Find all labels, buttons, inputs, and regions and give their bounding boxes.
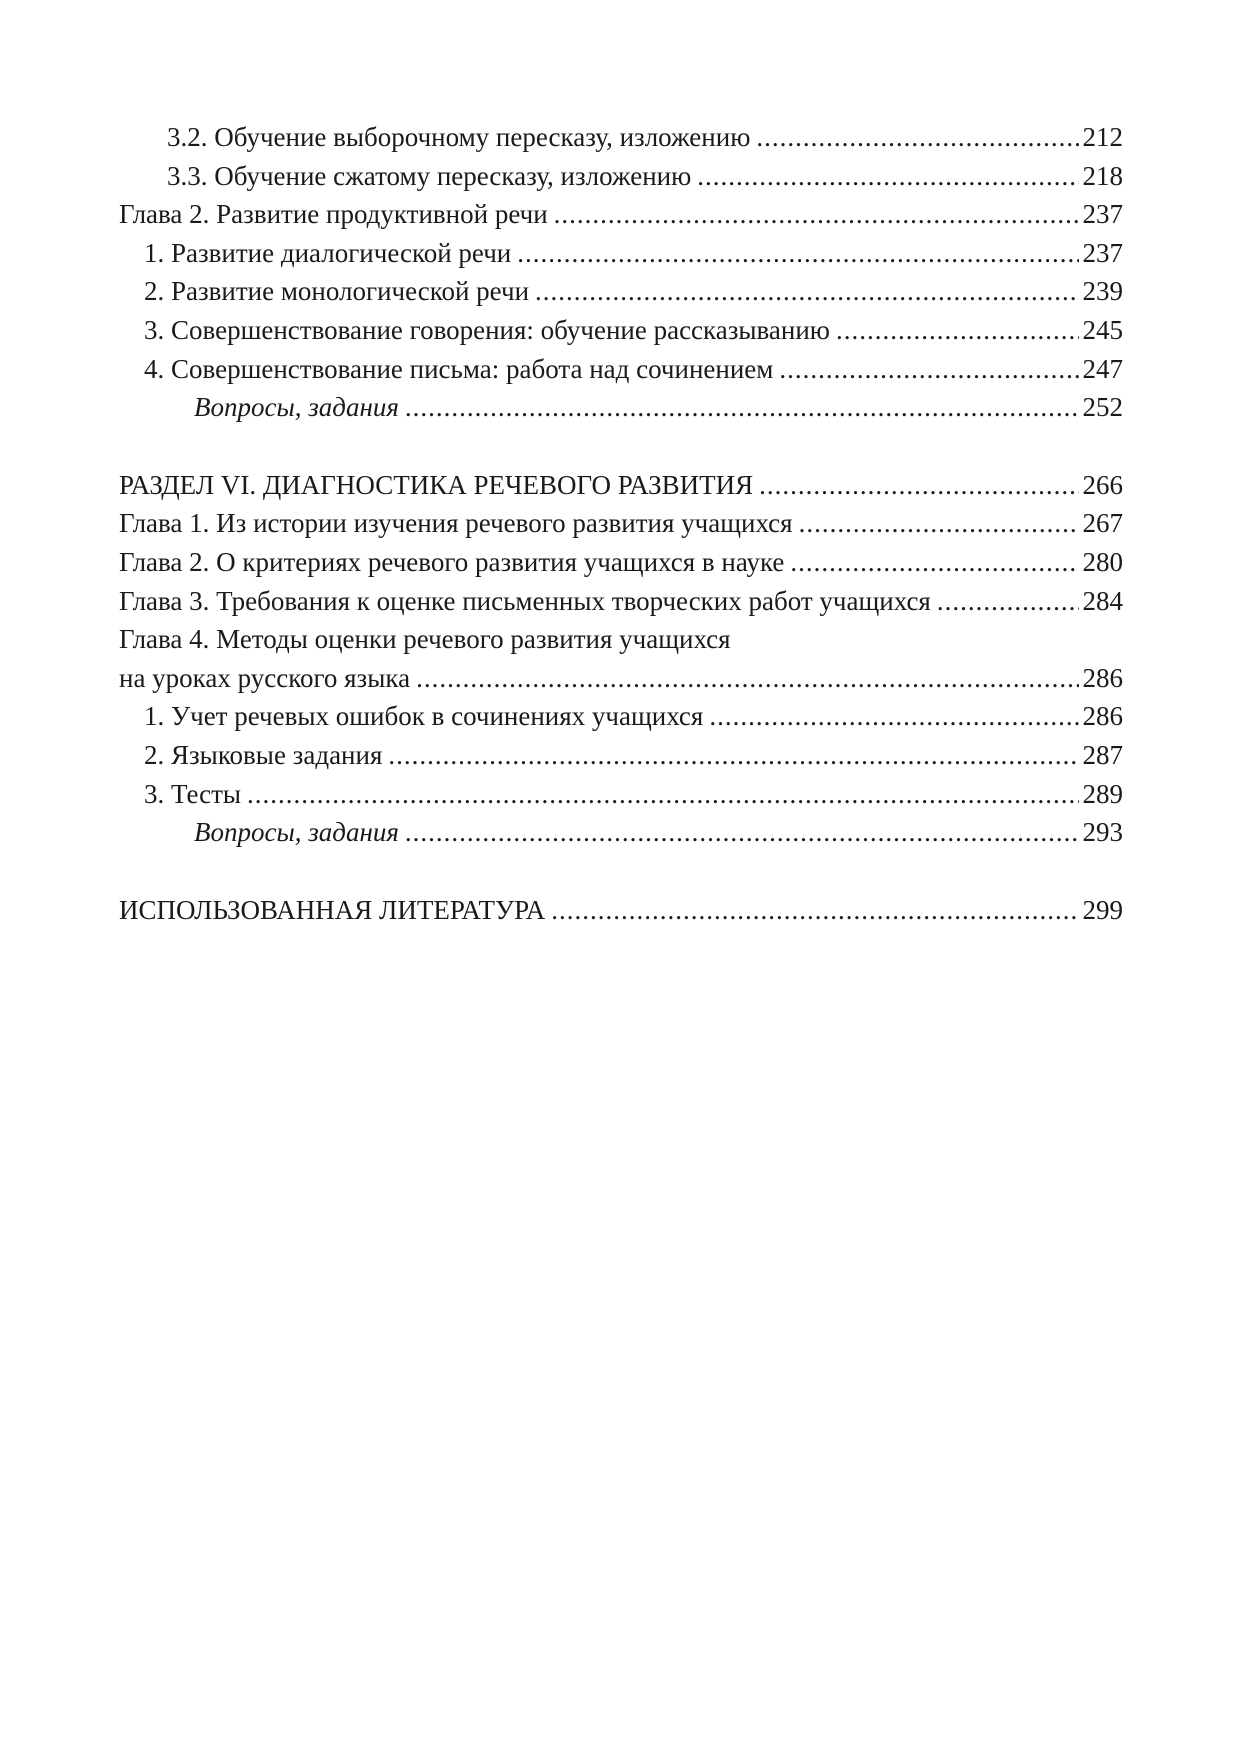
toc-entry-title: 2. Языковые задания [144,739,383,770]
toc-leader-dots [937,582,1079,621]
toc-leader-dots [799,504,1079,543]
toc-leader-dots [697,157,1078,196]
toc-entry-page: 247 [1082,353,1123,384]
toc-entry-page: 237 [1082,237,1123,268]
toc-entry [119,775,1123,814]
toc-leader-dots [405,813,1079,852]
toc-entry-title: РАЗДЕЛ VI. ДИАГНОСТИКА РЕЧЕВОГО РАЗВИТИЯ [119,469,754,500]
toc-leader-dots [790,543,1078,582]
toc-leader-dots [388,736,1078,775]
toc-leader-dots [517,234,1078,273]
toc-entry-page: 252 [1082,392,1123,423]
toc-entry-questions [119,813,1123,852]
toc-leader-dots [535,272,1078,311]
toc-entry-heading-line [119,620,1123,659]
toc-entry-page: 286 [1082,662,1123,693]
toc-entry-title: на уроках русского языка [119,662,411,693]
toc-entry-title: 1. Учет речевых ошибок в сочинениях учащихся [144,701,704,732]
toc-entry-page: 267 [1082,508,1123,539]
toc-leader-dots [554,195,1079,234]
toc-entry-page: 280 [1082,546,1123,577]
toc-leader-dots [551,891,1078,930]
toc-entry [119,659,1123,698]
toc-leader-dots [759,466,1078,505]
toc-entry-title: Глава 4. Методы оценки речевого развития учащихся [119,624,731,655]
toc-entry [119,543,1123,582]
toc-entry [119,118,1123,157]
toc-entry-title: Глава 2. О критериях речевого развития учащихся в науке [119,546,785,577]
toc-leader-dots [416,659,1078,698]
toc-entry [119,234,1123,273]
toc-entry-title: Глава 3. Требования к оценке письменных творческих работ учащихся [119,585,931,616]
toc-entry-title: Вопросы, задания [194,817,399,848]
toc-entry-page: 245 [1082,314,1123,345]
toc-entry-page: 293 [1082,817,1123,848]
toc-entry-page: 212 [1082,122,1123,152]
toc-leader-dots [709,697,1078,736]
toc-entry-title: 2. Развитие монологической речи [144,276,530,307]
toc-entry-page: 289 [1082,778,1123,809]
toc-entry-page: 239 [1082,276,1123,307]
toc-entry [119,157,1123,196]
toc-entry-page: 218 [1082,160,1123,191]
toc-entry [119,504,1123,543]
toc-entry-title: 3.3. Обучение сжатому пересказу, изложению [167,160,692,191]
toc-entry-title: 3. Совершенствование говорения: обучение рассказыванию [144,314,830,345]
toc-entry [119,350,1123,389]
toc-leader-dots [779,350,1078,389]
toc-leader-dots [405,388,1079,427]
toc-entry [119,311,1123,350]
toc-entry-title: ИСПОЛЬЗОВАННАЯ ЛИТЕРАТУРА [119,894,546,925]
toc-entry-section [119,466,1123,505]
toc-entry-page: 286 [1082,701,1123,732]
toc-leader-dots [756,118,1078,157]
toc-entry-page: 266 [1082,469,1123,500]
toc-entry [119,582,1123,621]
toc-entry [119,272,1123,311]
toc-entry-page: 284 [1082,585,1123,616]
toc-entry-title: Глава 1. Из истории изучения речевого развития учащихся [119,508,793,539]
toc-entry-title: 3.2. Обучение выборочному пересказу, изложению [167,122,751,152]
toc-entry-title: 3. Тесты [144,778,242,809]
toc-entry-page: 299 [1082,894,1123,925]
toc-leader-dots [247,775,1078,814]
table-of-contents [119,118,1123,929]
toc-entry-title: Глава 2. Развитие продуктивной речи [119,199,548,230]
toc-entry [119,195,1123,234]
toc-entry-page: 237 [1082,199,1123,230]
toc-entry [119,697,1123,736]
toc-entry-title: Вопросы, задания [194,392,399,423]
toc-entry [119,736,1123,775]
toc-entry-title: 4. Совершенствование письма: работа над сочинением [144,353,774,384]
toc-entry-bibliography [119,891,1123,930]
toc-entry-title: 1. Развитие диалогической речи [144,237,512,268]
toc-entry-page: 287 [1082,739,1123,770]
toc-leader-dots [836,311,1079,350]
toc-entry-questions [119,388,1123,427]
